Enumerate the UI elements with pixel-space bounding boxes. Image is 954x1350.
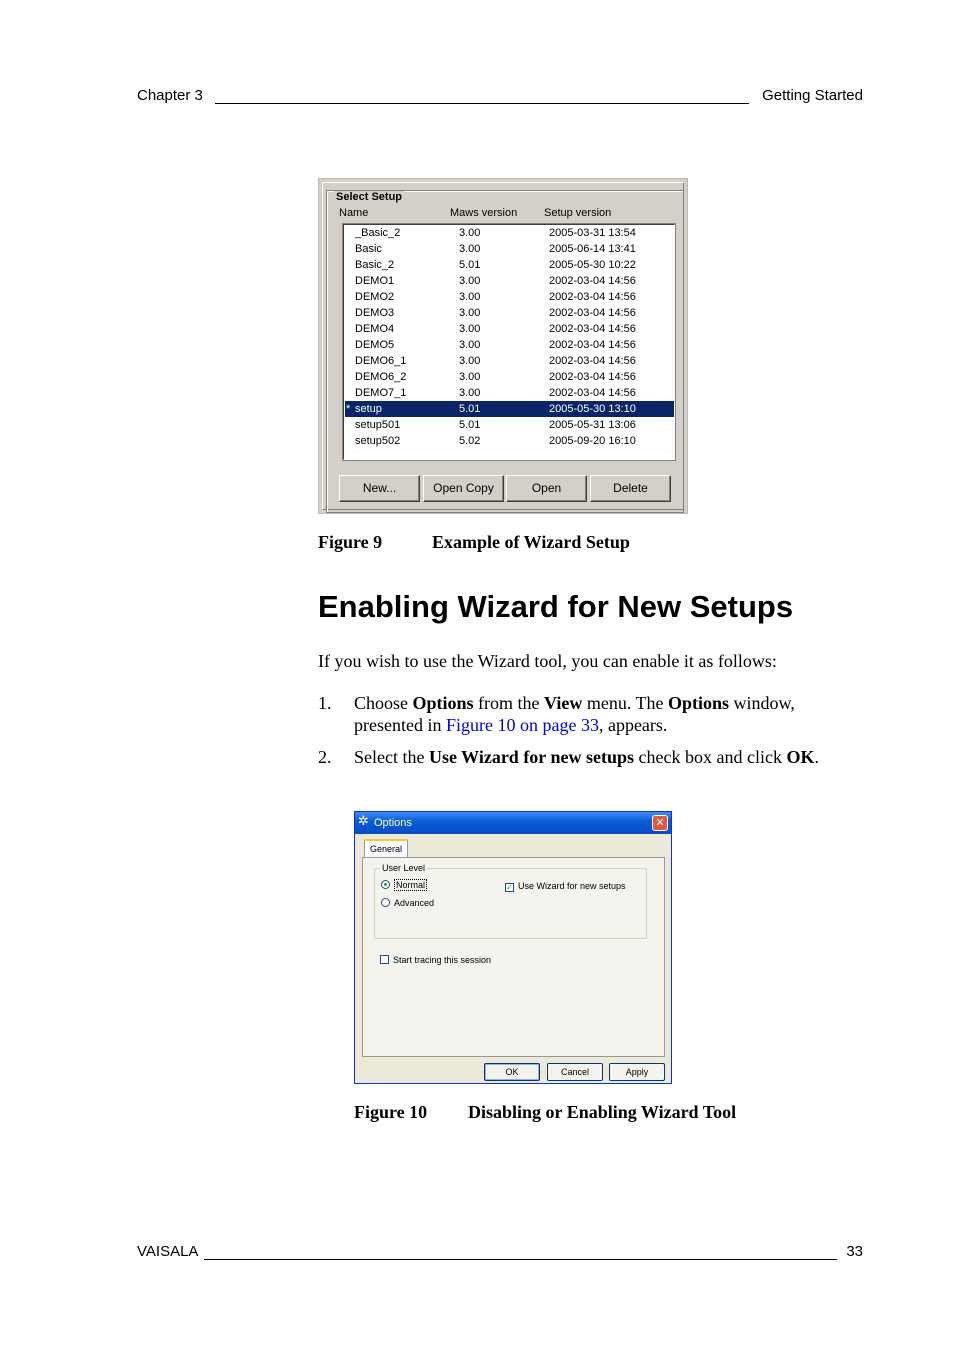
options-titlebar[interactable] <box>355 812 671 834</box>
use-wizard-checkbox[interactable]: ✓ Use Wizard for new setups <box>506 881 626 892</box>
section-label: Getting Started <box>762 87 863 104</box>
use-wizard-check-icon[interactable]: ✓ <box>506 883 513 892</box>
column-header-name[interactable]: Name <box>339 207 369 219</box>
list-item-setup-version: 2002-03-04 14:56 <box>549 339 636 351</box>
list-item[interactable] <box>345 241 674 257</box>
start-tracing-checkbox[interactable]: Start tracing this session <box>380 955 491 966</box>
list-item-maws-version: 3.00 <box>459 227 481 239</box>
list-item-setup-version: 2002-03-04 14:56 <box>549 307 636 319</box>
list-item-maws-version: 3.00 <box>459 387 481 399</box>
list-item-setup-version: 2002-03-04 14:56 <box>549 291 636 303</box>
list-item-name: _Basic_2 <box>355 227 401 239</box>
list-item-setup-version: 2005-05-30 13:10 <box>549 403 636 415</box>
list-item-setup-version: 2002-03-04 14:56 <box>549 323 636 335</box>
column-header-setup-version[interactable]: Setup version <box>544 207 612 219</box>
cancel-button[interactable]: Cancel <box>547 1063 603 1081</box>
list-item-name: DEMO4 <box>355 323 395 335</box>
list-item-setup-version: 2002-03-04 14:56 <box>549 387 636 399</box>
list-item-maws-version: 5.01 <box>459 403 481 415</box>
list-item-maws-version: 3.00 <box>459 355 481 367</box>
step-1-body: Choose Options from the View menu. The Options window, presented in Figure 10 on page 33, appears. <box>354 693 795 735</box>
list-item-name: Basic <box>355 243 382 255</box>
list-item[interactable] <box>345 353 674 369</box>
footer-rule <box>204 1259 837 1260</box>
radio-advanced-indicator[interactable] <box>381 898 390 907</box>
list-item-maws-version: 5.01 <box>459 419 481 431</box>
list-item-maws-version: 3.00 <box>459 307 481 319</box>
list-item-name: DEMO2 <box>355 291 395 303</box>
ok-button[interactable]: OK <box>484 1063 540 1081</box>
list-item-name: DEMO6_2 <box>355 371 407 383</box>
figure-10-title: Disabling or Enabling Wizard Tool <box>468 1102 737 1122</box>
list-item-maws-version: 3.00 <box>459 291 481 303</box>
select-setup-title: Select Setup <box>336 191 403 203</box>
list-item-name: DEMO3 <box>355 307 395 319</box>
step-2-body: Select the Use Wizard for new setups check box and click OK. <box>354 747 819 767</box>
column-header-maws-version[interactable]: Maws version <box>450 207 518 219</box>
list-item[interactable] <box>345 225 674 241</box>
list-item[interactable] <box>345 401 674 417</box>
start-tracing-check-box[interactable] <box>380 955 389 964</box>
figure-9-caption <box>318 531 718 553</box>
list-item[interactable] <box>345 369 674 385</box>
step-2 <box>318 746 858 768</box>
step-1 <box>318 692 858 738</box>
page-footer <box>137 1243 863 1263</box>
general-panel <box>362 857 665 1057</box>
open-button[interactable]: Open <box>506 475 587 502</box>
list-item-name: setup <box>355 403 382 415</box>
list-item-name: DEMO5 <box>355 339 395 351</box>
figure-9-title: Example of Wizard Setup <box>432 532 630 552</box>
tab-general[interactable]: General <box>364 839 408 858</box>
list-item-marker: * <box>346 403 351 415</box>
list-item-setup-version: 2005-05-31 13:06 <box>549 419 636 431</box>
user-level-title: User Level <box>382 863 426 873</box>
company-label: VAISALA <box>137 1243 199 1260</box>
page-number: 33 <box>846 1243 863 1260</box>
select-setup-group <box>326 190 684 513</box>
list-item[interactable] <box>345 305 674 321</box>
select-setup-screenshot <box>318 178 688 514</box>
list-item-maws-version: 5.01 <box>459 259 481 271</box>
step-1-number: 1. <box>318 693 332 713</box>
list-item[interactable] <box>345 257 674 273</box>
open-copy-button[interactable]: Open Copy <box>423 475 504 502</box>
app-icon: ✲ <box>358 814 369 829</box>
new-button[interactable]: New... <box>339 475 420 502</box>
list-item-name: Basic_2 <box>355 259 395 271</box>
options-window-title: Options <box>374 817 412 829</box>
list-item[interactable] <box>345 417 674 433</box>
intro-paragraph: If you wish to use the Wizard tool, you can enable it as follows: <box>318 651 777 671</box>
page-header <box>137 87 863 107</box>
list-item-setup-version: 2002-03-04 14:56 <box>549 355 636 367</box>
figure-10-caption <box>354 1101 804 1123</box>
list-item-name: DEMO1 <box>355 275 395 287</box>
list-item-name: setup502 <box>355 435 401 447</box>
list-item-setup-version: 2005-05-30 10:22 <box>549 259 636 271</box>
list-item[interactable] <box>345 321 674 337</box>
list-item-maws-version: 3.00 <box>459 323 481 335</box>
list-item[interactable] <box>345 289 674 305</box>
figure-10-link[interactable]: Figure 10 on page 33 <box>445 715 599 735</box>
list-item[interactable] <box>345 433 674 449</box>
radio-advanced[interactable]: Advanced <box>381 898 434 909</box>
list-item-maws-version: 3.00 <box>459 243 481 255</box>
delete-button[interactable]: Delete <box>590 475 671 502</box>
figure-10-number: Figure 10 <box>354 1102 428 1122</box>
options-window-screenshot <box>354 811 672 1084</box>
list-item[interactable] <box>345 337 674 353</box>
header-rule <box>215 103 749 104</box>
list-item-setup-version: 2005-06-14 13:41 <box>549 243 636 255</box>
list-item-setup-version: 2005-09-20 16:10 <box>549 435 636 447</box>
list-item-maws-version: 5.02 <box>459 435 481 447</box>
close-icon[interactable]: ✕ <box>652 815 668 831</box>
radio-normal-indicator[interactable] <box>381 880 390 889</box>
section-heading: Enabling Wizard for New Setups <box>318 589 794 624</box>
list-item[interactable] <box>345 273 674 289</box>
list-item-name: DEMO7_1 <box>355 387 407 399</box>
list-item-setup-version: 2002-03-04 14:56 <box>549 371 636 383</box>
select-setup-frame <box>322 182 684 510</box>
list-item-name: setup501 <box>355 419 401 431</box>
user-level-group <box>374 863 647 939</box>
radio-normal[interactable]: Normal <box>381 880 427 891</box>
list-item-maws-version: 3.00 <box>459 339 481 351</box>
chapter-label: Chapter 3 <box>137 87 203 104</box>
setup-list[interactable] <box>343 224 675 460</box>
list-item-maws-version: 3.00 <box>459 371 481 383</box>
list-item-setup-version: 2002-03-04 14:56 <box>549 275 636 287</box>
list-item-name: DEMO6_1 <box>355 355 407 367</box>
step-2-number: 2. <box>318 747 332 767</box>
list-item-setup-version: 2005-03-31 13:54 <box>549 227 636 239</box>
figure-9-number: Figure 9 <box>318 532 383 552</box>
list-item-maws-version: 3.00 <box>459 275 481 287</box>
apply-button[interactable]: Apply <box>609 1063 665 1081</box>
list-item[interactable] <box>345 385 674 401</box>
